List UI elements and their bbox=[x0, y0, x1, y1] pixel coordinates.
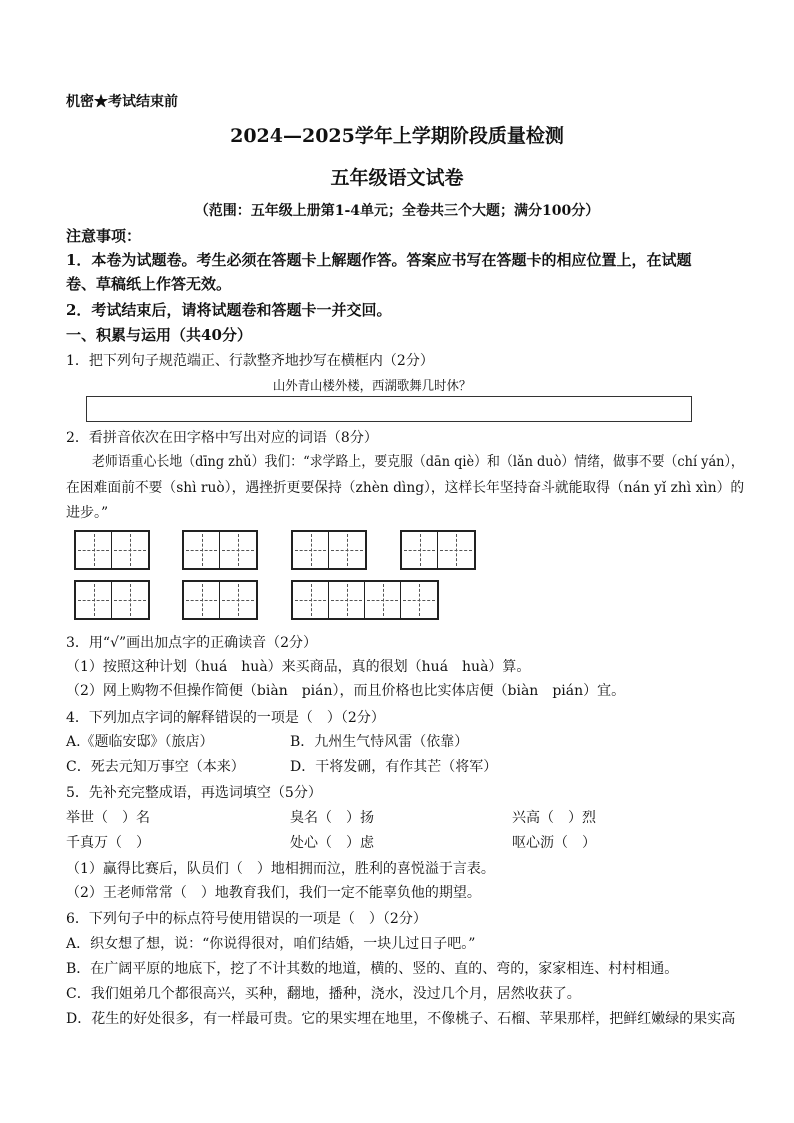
exam-scope: （范围：五年级上册第1-4单元；全卷共三个大题；满分100分） bbox=[194, 203, 600, 219]
q4-option-c: C．死去元知万事空（本来） bbox=[66, 759, 245, 775]
q5-fill-2: （2）王老师常常（ ）地教育我们，我们一定不能辜负他的期望。 bbox=[66, 885, 481, 901]
q6-option-d: D．花生的好处很多，有一样最可贵。它的果实埋在地里，不像桃子、石榴、苹果那样，把鲜红嫩绿的果实高 bbox=[66, 1011, 736, 1027]
q5-idiom-3: 兴高（ ）烈 bbox=[512, 810, 596, 826]
q5-idiom-6: 呕心沥（ ） bbox=[512, 835, 596, 851]
q1-answer-box[interactable] bbox=[86, 396, 692, 422]
q3-item-1: （1）按照这种计划（huá huà）来买商品，真的很划（huá huà）算。 bbox=[66, 659, 531, 675]
q6-prompt: 6．下列句子中的标点符号使用错误的一项是（ ）（2分） bbox=[66, 911, 427, 927]
q5-idiom-5: 处心（ ）虑 bbox=[290, 835, 374, 851]
writing-grid-1[interactable] bbox=[74, 530, 150, 570]
q5-idiom-4: 千真万（ ） bbox=[66, 835, 150, 851]
writing-grid-3[interactable] bbox=[291, 530, 367, 570]
q2-passage-line-2: 在困难面前不要（shì ruò），遇挫折更要保持（zhèn dìng），这样长年坚持奋斗就能取得（nán yǐ zhì xìn）的 bbox=[66, 480, 745, 496]
q1-prompt: 1．把下列句子规范端正、行款整齐地抄写在横框内（2分） bbox=[66, 353, 434, 369]
q6-option-c: C．我们姐弟几个都很高兴，买种，翻地，播种，浇水，没过几个月，居然收获了。 bbox=[66, 986, 581, 1002]
writing-grid-6[interactable] bbox=[182, 580, 258, 620]
writing-grid-5[interactable] bbox=[74, 580, 150, 620]
confidential-label: 机密★考试结束前 bbox=[66, 94, 178, 110]
notes-item-2: 2．考试结束后，请将试题卷和答题卡一并交回。 bbox=[66, 301, 392, 319]
section-1-heading: 一、积累与运用（共40分） bbox=[66, 326, 252, 344]
q5-prompt: 5．先补充完整成语，再选词填空（5分） bbox=[66, 785, 322, 801]
q3-prompt: 3．用“√”画出加点字的正确读音（2分） bbox=[66, 635, 318, 651]
exam-subtitle: 五年级语文试卷 bbox=[330, 167, 464, 189]
q3-item-2: （2）网上购物不但操作简便（biàn pián），而且价格也比实体店便（biàn pián）宜。 bbox=[66, 683, 626, 699]
q1-sentence: 山外青山楼外楼，西湖歌舞几时休？ bbox=[272, 379, 472, 394]
writing-grid-2[interactable] bbox=[182, 530, 258, 570]
writing-grid-4[interactable] bbox=[400, 530, 476, 570]
q4-option-b: B．九州生气恃风雷（依靠） bbox=[290, 734, 469, 750]
q6-option-a: A．织女想了想，说：“你说得很对，咱们结婚，一块儿过日子吧。” bbox=[66, 936, 476, 952]
q5-idiom-2: 臭名（ ）扬 bbox=[290, 810, 374, 826]
q4-option-a: A.《题临安邸》（旅店） bbox=[66, 734, 214, 750]
q6-option-b: B．在广阔平原的地底下，挖了不计其数的地道，横的、竖的、直的、弯的，家家相连、村村相通。 bbox=[66, 961, 679, 977]
q2-passage-line-1: 老师语重心长地（dīng zhǔ）我们：“求学路上，要克服（dān qiè）和（lǎn duò）情绪，做事不要（chí yán）， bbox=[92, 454, 744, 470]
notes-item-1-line-2: 卷、草稿纸上作答无效。 bbox=[66, 275, 232, 293]
notes-heading: 注意事项： bbox=[66, 227, 142, 245]
exam-title: 2024—2025学年上学期阶段质量检测 bbox=[230, 125, 564, 147]
q4-option-d: D．干将发硎，有作其芒（将军） bbox=[290, 759, 498, 775]
writing-grid-7[interactable] bbox=[291, 580, 439, 620]
q4-prompt: 4．下列加点字词的解释错误的一项是（ ）（2分） bbox=[66, 710, 385, 726]
q5-idiom-1: 举世（ ）名 bbox=[66, 810, 150, 826]
q2-passage-line-3: 进步。” bbox=[66, 505, 109, 521]
q5-fill-1: （1）赢得比赛后，队员们（ ）地相拥而泣，胜利的喜悦溢于言表。 bbox=[66, 861, 495, 877]
q2-prompt: 2．看拼音依次在田字格中写出对应的词语（8分） bbox=[66, 430, 378, 446]
notes-item-1-line-1: 1．本卷为试题卷。考生必须在答题卡上解题作答。答案应书写在答题卡的相应位置上，在试题 bbox=[66, 251, 692, 269]
